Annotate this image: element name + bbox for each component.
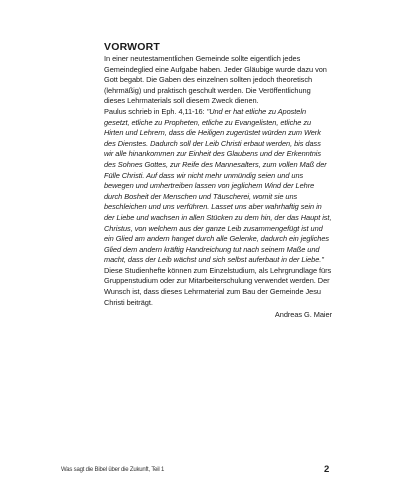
scripture-quote: "Und er hat etliche zu Aposteln gesetzt, etliche zu Propheten, etliche zu Evangelisten, etliche zu Hirten und Lehrern, dass die Heiligen zugerüstet würden zum Werk des Dienstes. Dadurch soll der Leib Christi erbaut werden, bis dass wir alle hinankommen zur Einheit des Glaubens und der Erkenntnis des Sohnes Gottes, zur Reife des Mannesalters, zum vollen Maß der Fülle Christi. Auf dass wir nicht mehr unmündig seien und uns bewegen und umhertreiben lassen von jeglichem Wind der Lehre durch Bosheit der Menschen und Täuscherei, womit sie uns beschleichen und uns verführen. Lasset uns aber wahrhaftig sein in der Liebe und wachsen in allen Stücken zu dem hin, der das Haupt ist, Christus, von welchem aus der ganze Leib zusammengefügt ist und ein Glied am andern hanget durch alle Gelenke, dadurch ein jegliches Glied dem andern kräftig Handreichung tut nach seinem Maße und macht, dass der Leib wächst und sich selbst auferbaut in der Liebe."	[104, 106, 332, 265]
scripture-paragraph	[104, 107, 332, 266]
intro-paragraph: In einer neutestamentlichen Gemeinde sollte eigentlich jedes Gemeindeglied eine Aufgabe haben. Jeder Gläubige wurde dazu von Gott begabt. Die Gaben des einzelnen sollten jedoch theoretisch (lehrmäßig) und praktisch geschult werden. Die Veröffentlichung dieses Lehrmaterials soll diesem Zweck dienen.	[104, 54, 327, 106]
document-body	[104, 41, 332, 321]
scripture-reference: Paulus schrieb in Eph. 4,11-16:	[104, 106, 207, 116]
page-number: 2	[324, 464, 330, 475]
footer-book-title: Was sagt die Bibel über die Zukunft, Teil 1	[61, 467, 165, 473]
page-title: VORWORT	[104, 41, 161, 53]
purpose-paragraph: Diese Studienhefte können zum Einzelstudium, als Lehrgrundlage fürs Gruppenstudium oder zur Mitarbeiterschulung verwendet werden. Der Wunsch ist, dass dieses Lehrmaterial zum Bau der Gemeinde Jesu Christi beiträgt.	[104, 265, 332, 307]
author-signature: Andreas G. Maier	[274, 310, 332, 320]
